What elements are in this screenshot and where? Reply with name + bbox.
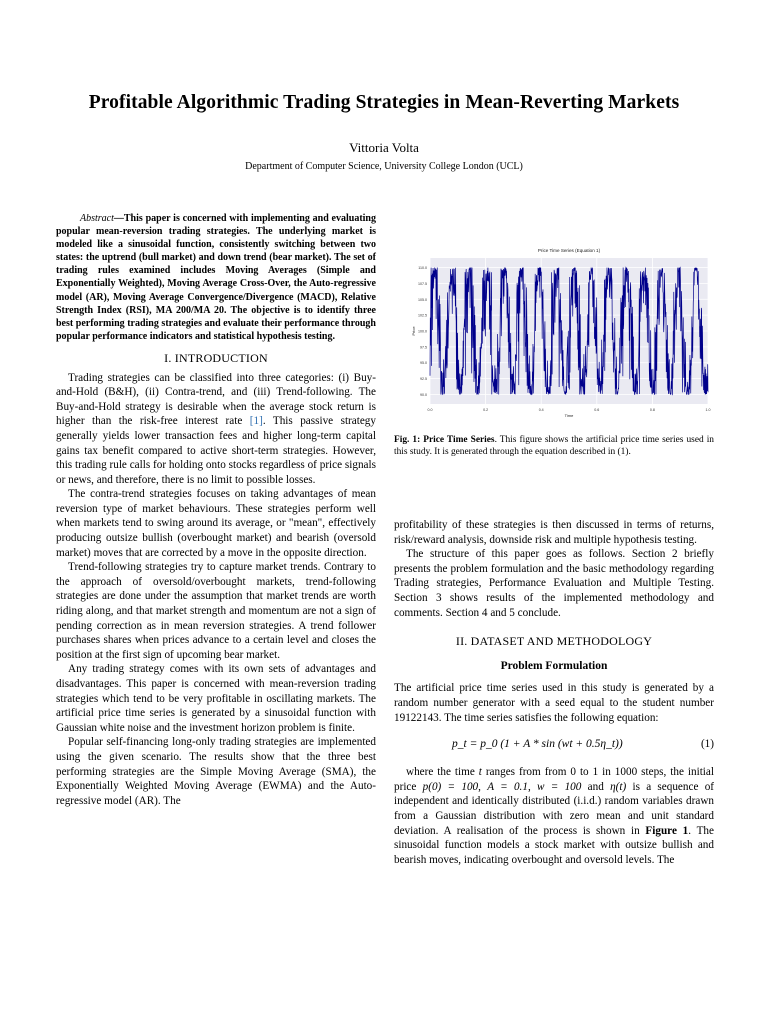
chart-x-tick-label: 0.4 bbox=[538, 408, 544, 412]
intro-p1-text: Trading strategies can be classified into three categories: (i) Buy-and-Hold (B&H), (ii) Contra-trend, and (iii) Trend-following. The Buy-and-Hold strategy is desirable when the average stock return is higher than the risk-free interest rate bbox=[56, 371, 376, 428]
paper-title: Profitable Algorithmic Trading Strategies in Mean-Reverting Markets bbox=[88, 92, 680, 113]
intro-paragraph-5: Popular self-financing long-only trading strategies are implemented using the given scenario. The results show that the three best performing strategies are the Simple Moving Average (SMA), the Exponentially Weighted Moving Average (EWMA) and the Auto-regressive model (AR). The bbox=[56, 736, 376, 807]
section-heading-introduction: I. INTRODUCTION bbox=[164, 350, 268, 365]
dataset-paragraph: The artificial price time series used in this study is generated by a random number generator with a seed equal to the student number 19122143. The time series satisfies the following equation: bbox=[394, 682, 714, 724]
expl-text-f: is a sequence of independent and identically distributed (i.i.d.) random variables drawn from a Gaussian distribution with zero mean and unit standard deviation. A realisation of the process is shown in bbox=[394, 780, 715, 837]
abstract bbox=[56, 212, 376, 343]
chart-x-tick-label: 0.6 bbox=[594, 408, 600, 412]
chart-y-tick-label: 107.5 bbox=[418, 281, 427, 286]
chart-y-tick-label: 105.0 bbox=[418, 297, 427, 302]
expl-var-A: A = 0.1 bbox=[487, 780, 528, 793]
chart-x-tick-label: 0.0 bbox=[427, 408, 433, 412]
author-name: Vittoria Volta bbox=[349, 140, 419, 155]
expl-text-c: , bbox=[478, 780, 488, 793]
chart-y-tick-label: 102.5 bbox=[418, 313, 427, 318]
chart-x-axis-label: Time bbox=[564, 413, 574, 418]
section-heading-dataset: II. DATASET AND METHODOLOGY bbox=[455, 634, 653, 649]
citation-link[interactable]: [1] bbox=[249, 415, 263, 428]
expl-text-e: and bbox=[581, 780, 611, 793]
chart-y-tick-label: 90.0 bbox=[420, 392, 427, 397]
expl-text-a: where the time bbox=[406, 766, 479, 779]
equation-1 bbox=[394, 735, 714, 755]
intro-paragraph-5-cont: profitability of these strategies is then discussed in terms of returns, risk/reward analysis, downside risk and multiple hypothesis testing. bbox=[394, 519, 714, 546]
expl-var-w: w = 100 bbox=[537, 780, 582, 793]
chart-y-tick-label: 100.0 bbox=[418, 329, 427, 334]
intro-paragraph-4: Any trading strategy comes with its own sets of advantages and disadvantages. This paper is concerned with mean-reversion trading strategies which tend to be very profitable in oscillating markets. The artificial price time series is generated by a sinusoidal function with Gaussian white noise and the investment horizon problem is finite. bbox=[56, 663, 376, 734]
figure-reference[interactable]: Figure 1 bbox=[645, 824, 689, 837]
intro-paragraph-3: Trend-following strategies try to capture market trends. Contrary to the approach of oversold/overbought markets, trend-following strategies are done under the assumption that market trends are worth riding along, and that market strength and momentum are not a sign of pending correction as in mean reversion strategies. A trend follower purchases shares when prices advance to a certain level and closes the position at the first sign of upcoming bear market. bbox=[56, 561, 376, 661]
expl-var-t: t bbox=[478, 766, 482, 779]
expl-text-d: , bbox=[527, 780, 538, 793]
right-column bbox=[394, 518, 714, 867]
expl-var-eta: η(t) bbox=[610, 780, 627, 793]
chart-title: Price Time Series (Equation 1) bbox=[537, 248, 601, 253]
chart-y-tick-label: 97.5 bbox=[420, 345, 427, 350]
equation-number: (1) bbox=[700, 738, 714, 751]
intro-paragraph-2: The contra-trend strategies focuses on taking advantages of mean reversion type of market behaviours. These strategies perform well when markets tend to swing around its average, or "mean", effectively producing outsize bullish (overbought market) and bearish (oversold market) moves that are corrected by a move in the opposite direction. bbox=[56, 488, 376, 559]
figure-caption-text: . This figure shows the artificial price time series used in this study. It is generated through the equation described in (1). bbox=[394, 435, 714, 458]
chart-y-axis-label: Price bbox=[411, 326, 416, 336]
chart-x-tick-label: 0.2 bbox=[483, 408, 489, 412]
left-column bbox=[56, 212, 376, 808]
structure-paragraph: The structure of this paper goes as follows. Section 2 briefly presents the problem formulation and the basic methodology regarding Trading strategies, Performance Evaluation and Multiple Testing. Section 3 shows results of the implemented methodology and comments. Section 4 and 5 conclude. bbox=[394, 548, 714, 619]
chart-x-tick-label: 0.8 bbox=[649, 408, 655, 412]
figure-caption bbox=[394, 434, 714, 459]
figure-caption-label: Fig. 1: Price Time Series bbox=[394, 435, 495, 445]
abstract-text: This paper is concerned with implementing and evaluating popular mean-reversion trading strategies. The underlying market is modeled like a sinusoidal function, consistently switching between two states: the uptrend (bull market) and down trend (bear market). The set of trading rules examined includes Moving Averages (Simple and Exponentially Weighted), Moving Average Cross-Over, the Auto-regressive model (AR), Moving Average Convergence/Divergence (MACD), Relative Strength Index (RSI), MA 200/MA 20. The objective is to identify three best performing trading strategies and evaluate their performance through popular performance indicators and statistical hypothesis testing. bbox=[56, 213, 376, 342]
abstract-dash: — bbox=[113, 213, 124, 224]
subsection-heading-problem: Problem Formulation bbox=[500, 659, 608, 672]
intro-p1-text-cont: . This passive strategy generally yields lower transaction fees and higher long-term capital gains tax benefit compared to active short-term strategies. However, this trading rule calls for holding onto stocks regardless of price signals or news, and therefore, there is no limit to possible losses. bbox=[56, 415, 376, 486]
abstract-label: Abstract bbox=[80, 213, 114, 224]
equation-expression: p_t = p_0 (1 + A * sin (wt + 0.5η_t)) bbox=[452, 738, 623, 751]
intro-paragraph-1 bbox=[56, 371, 376, 488]
expl-text-b: ranges from from 0 to 1 in 1000 steps, the initial price bbox=[394, 766, 714, 793]
price-time-series-chart bbox=[394, 236, 714, 426]
chart-y-tick-label: 110.0 bbox=[418, 266, 427, 271]
expl-var-p0: p(0) = 100 bbox=[422, 780, 479, 793]
expl-text-g: . The sinusoidal function models a stock market with outsize bullish and bearish moves, indicating overbought and oversold levels. The bbox=[394, 824, 714, 866]
chart-x-tick-label: 1.0 bbox=[705, 408, 711, 412]
chart-y-tick-label: 95.0 bbox=[420, 361, 427, 366]
chart-y-tick-label: 92.5 bbox=[420, 377, 427, 382]
author-affiliation: Department of Computer Science, University College London (UCL) bbox=[245, 161, 523, 172]
equation-explanation bbox=[394, 765, 714, 867]
